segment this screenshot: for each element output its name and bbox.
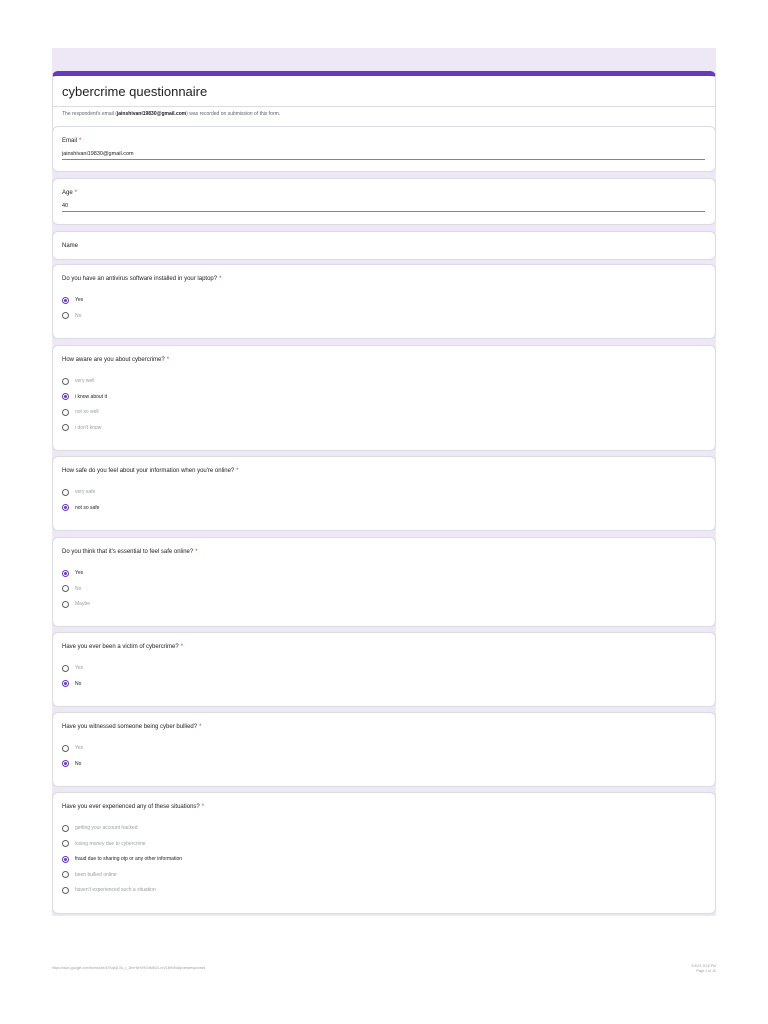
age-label-text: Age (62, 190, 73, 196)
radio-option[interactable] (62, 663, 83, 673)
radio-option-label: Yes (75, 665, 84, 671)
radio-checked-icon[interactable] (62, 504, 69, 511)
radio-option-label: Yes (75, 745, 84, 751)
question-card-6 (52, 712, 716, 787)
radio-option-label: i don't know (75, 424, 102, 431)
question-title-text: How aware are you about cybercrime? (62, 357, 165, 363)
question-title-text: Have you ever been a victim of cybercrime? (62, 644, 179, 650)
radio-unchecked-icon[interactable] (62, 585, 69, 592)
required-marker: * (201, 804, 205, 810)
footer-datetime: 2/3/23, 8:16 PM (691, 964, 716, 968)
radio-option[interactable] (62, 743, 83, 753)
email-note-suffix: ) was recorded on submission of this form. (186, 111, 281, 117)
name-label: Name (62, 243, 79, 249)
radio-option[interactable] (62, 311, 81, 321)
radio-unchecked-icon[interactable] (62, 840, 69, 847)
radio-option-label: getting your account hacked (75, 825, 138, 831)
radio-option-label: haven't experienced such a situation (75, 887, 156, 893)
email-question-card (52, 126, 716, 172)
question-card-2 (52, 345, 716, 451)
radio-option[interactable] (62, 568, 83, 578)
radio-option[interactable] (62, 376, 94, 386)
form-container (52, 48, 716, 916)
footer-page-number: Page 1 of 10 (696, 968, 716, 973)
radio-option[interactable] (62, 407, 99, 417)
required-marker: * (236, 468, 239, 474)
radio-option[interactable] (62, 885, 156, 895)
radio-option[interactable] (62, 599, 90, 609)
radio-option-label: i know about it (75, 393, 107, 400)
radio-checked-icon[interactable] (62, 570, 69, 577)
question-card-3 (52, 456, 716, 531)
age-underline (62, 211, 705, 212)
email-note-prefix: The respondent's email ( (62, 111, 117, 117)
radio-unchecked-icon[interactable] (62, 871, 69, 878)
question-title-text: How safe do you feel about your information when you're online? (62, 468, 235, 474)
radio-unchecked-icon[interactable] (62, 312, 69, 319)
radio-unchecked-icon[interactable] (62, 378, 69, 385)
radio-option[interactable] (62, 854, 182, 864)
required-marker: * (180, 644, 184, 650)
question-title-text: Do you have an antivirus software installed in your laptop? (62, 276, 218, 282)
radio-option-label: Maybe (75, 601, 91, 607)
required-marker: * (74, 190, 78, 196)
radio-option-label: fraud due to sharing otp or any other information (75, 856, 183, 862)
radio-unchecked-icon[interactable] (62, 825, 69, 832)
radio-checked-icon[interactable] (62, 393, 69, 400)
question-title (62, 804, 204, 810)
radio-option[interactable] (62, 503, 99, 513)
radio-checked-icon[interactable] (62, 297, 69, 304)
radio-unchecked-icon[interactable] (62, 424, 69, 431)
required-marker: * (79, 138, 82, 144)
email-underline (62, 159, 705, 160)
radio-unchecked-icon[interactable] (62, 489, 69, 496)
radio-option-label: Yes (75, 297, 84, 303)
radio-option[interactable] (62, 679, 81, 689)
email-label (62, 138, 81, 144)
header-divider (53, 106, 715, 107)
question-title (62, 276, 221, 282)
radio-checked-icon[interactable] (62, 680, 69, 687)
radio-unchecked-icon[interactable] (62, 745, 69, 752)
radio-option-label: not so well (75, 409, 99, 415)
radio-option[interactable] (62, 423, 101, 433)
radio-checked-icon[interactable] (62, 760, 69, 767)
respondent-email-note (62, 111, 280, 117)
radio-option-label: not so safe (75, 504, 100, 511)
radio-option-label: No (75, 312, 82, 319)
question-title (62, 357, 169, 363)
radio-option[interactable] (62, 759, 81, 769)
radio-option[interactable] (62, 295, 83, 305)
age-label (62, 190, 77, 196)
required-marker: * (195, 549, 198, 555)
question-title-text: Have you ever experienced any of these situations? (62, 804, 200, 810)
question-card-5 (52, 632, 716, 707)
email-field[interactable]: jainshivani19830@gmail.com (62, 151, 134, 157)
required-marker: * (199, 724, 202, 730)
radio-option-label: very safe (75, 489, 96, 495)
question-title-text: Have you witnessed someone being cyber bullied? (62, 724, 198, 730)
question-card-7 (52, 792, 716, 914)
radio-option-label: No (75, 760, 82, 767)
radio-unchecked-icon[interactable] (62, 601, 69, 608)
footer-page-info (691, 964, 716, 973)
question-card-4 (52, 537, 716, 627)
age-question-card (52, 178, 716, 225)
question-title (62, 724, 201, 730)
radio-option[interactable] (62, 870, 117, 880)
radio-option-label: Yes (75, 570, 84, 576)
question-title (62, 468, 239, 474)
email-label-text: Email (62, 138, 78, 144)
required-marker: * (219, 276, 222, 282)
name-question-card (52, 231, 716, 260)
question-card-1 (52, 264, 716, 339)
radio-option[interactable] (62, 584, 81, 594)
radio-option[interactable] (62, 487, 95, 497)
radio-option-label: very well (75, 378, 95, 384)
radio-checked-icon[interactable] (62, 856, 69, 863)
radio-option-label: No (75, 680, 82, 687)
radio-option[interactable] (62, 839, 146, 849)
required-marker: * (166, 357, 170, 363)
radio-option-label: been bullied online (75, 871, 117, 878)
radio-option[interactable] (62, 392, 107, 402)
radio-unchecked-icon[interactable] (62, 409, 69, 416)
radio-unchecked-icon[interactable] (62, 887, 69, 894)
email-note-address: jainshivani19830@gmail.com (116, 111, 187, 117)
age-field[interactable]: 40 (62, 203, 69, 209)
radio-option-label: No (75, 585, 82, 592)
radio-option[interactable] (62, 823, 138, 833)
radio-option-label: losing money due to cybercrime (75, 840, 146, 847)
footer-url: https://docs.google.com/forms/d/e/1FAIpQLSc_r_2lmHvHX9GdM6O1-mV1B9vEdAj/viewresponses (52, 966, 206, 970)
form-title: cybercrime questionnaire (62, 84, 208, 99)
question-title (62, 549, 198, 555)
radio-unchecked-icon[interactable] (62, 665, 69, 672)
question-title-text: Do you think that it's essential to feel safe online? (62, 549, 194, 555)
question-title (62, 644, 183, 650)
